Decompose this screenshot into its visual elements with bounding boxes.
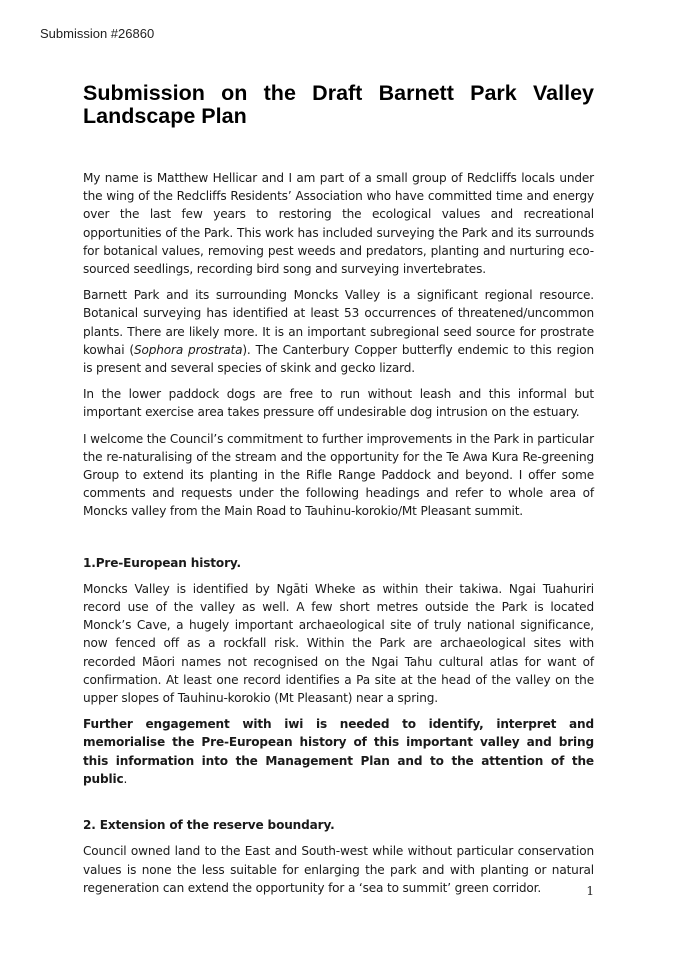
- intro-paragraph: My name is Matthew Hellicar and I am part of a small group of Redcliffs locals under the wing of the Redcliffs Residents’ Association who have committed time and energy over the last few years to restoring the ecological values and recreational opportunities of the Park. This work has included surveying the Park and its surrounds for botanical values, removing pest weeds and predators, planting and nurturing eco-sourced seedlings, recording bird song and surveying invertebrates.: [83, 171, 594, 277]
- council-commitment-paragraph: I welcome the Council’s commitment to further improvements in the Park in particular the re-naturalising of the stream and the opportunity for the Te Awa Kura Re-greening Group to extend its planting in the Rifle Range Paddock and beyond. I offer some comments and requests under the following headings and refer to whole area of Moncks valley from the Main Road to Tauhinu-korokio/Mt Pleasant summit.: [83, 431, 594, 519]
- document-body: [83, 169, 594, 905]
- section-1-emphasis: [83, 715, 594, 788]
- submission-number: Submission #26860: [40, 26, 155, 41]
- species-name: Sophora prostrata: [133, 342, 243, 357]
- section-1-emphasis-text: Further engagement with iwi is needed to identify, interpret and memorialise the Pre-European history of this important valley and bring this information into the Management Plan and to the attention of the public: [83, 717, 594, 786]
- section-spacer: [83, 529, 594, 554]
- regional-resource-text-a: Barnett Park and its surrounding Moncks Valley is a significant regional resource. Botanical surveying has identified at least 53 occurrences of threatened/uncommon plants. There are likely more. It is an important subregional seed source for prostrate kowhai (: [83, 288, 594, 357]
- section-1-emphasis-end: .: [123, 771, 128, 786]
- section-1-body: Moncks Valley is identified by Ngāti Wheke as within their takiwa. Ngai Tuahuriri record use of the valley as well. A few short metres outside the Park is located Monck’s Cave, a hugely important archaeological site of truly national significance, now fenced off as a rockfall risk. Within the Park are archaeological sites with recorded Māori names not recognised on the Ngai Tahu cultural atlas for want of confirmation. At least one record identifies a Pa site at the head of the valley on the upper slopes of Tauhinu-korokio (Mt Pleasant) near a spring.: [83, 581, 594, 706]
- section-spacer: [83, 796, 594, 816]
- regional-resource-text-b: ). The Canterbury Copper butterfly endemic to this region is present and several species of skink and gecko lizard.: [83, 342, 595, 376]
- document-title: Submission on the Draft Barnett Park Valley Landscape Plan: [83, 81, 594, 128]
- regional-resource-paragraph: [83, 286, 594, 377]
- section-2-heading: 2. Extension of the reserve boundary.: [83, 818, 335, 833]
- section-1-heading: 1.Pre-European history.: [83, 555, 241, 570]
- section-2-body: Council owned land to the East and South-west while without particular conservation values is none the less suitable for enlarging the park and with planting or natural regeneration can extend the opportunity for a ‘sea to summit’ green corridor.: [83, 844, 594, 895]
- dog-exercise-paragraph: In the lower paddock dogs are free to run without leash and this informal but important exercise area takes pressure off undesirable dog intrusion on the estuary.: [83, 387, 594, 420]
- page-number: 1: [586, 884, 594, 898]
